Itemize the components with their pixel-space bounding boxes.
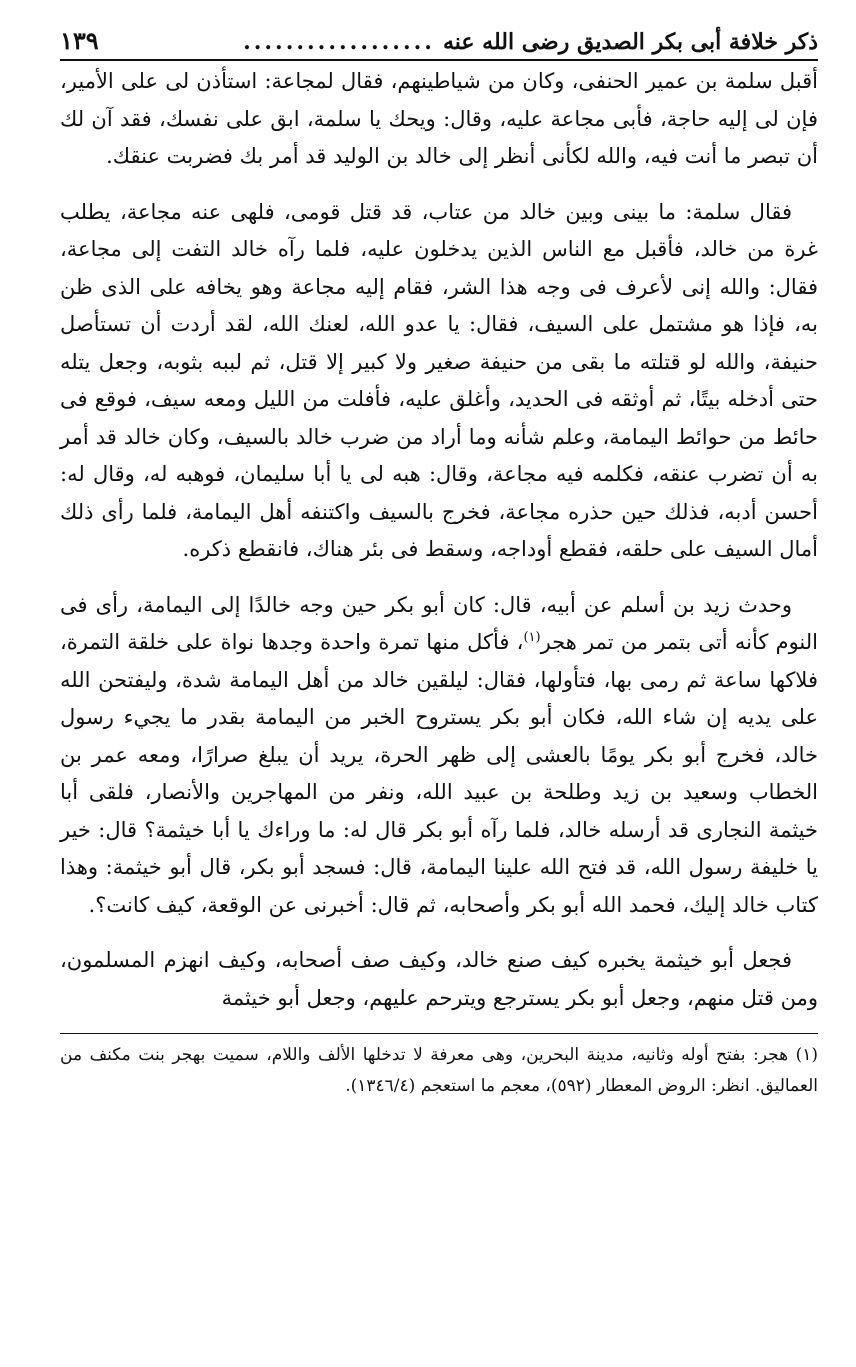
header-leader-dots: .................. xyxy=(243,29,435,55)
footnote-marker[interactable]: (١) xyxy=(523,630,541,645)
footnote-rule xyxy=(60,1033,818,1034)
paragraph-3-text-after-note: ، فأكل منها تمرة واحدة وجدها نواة على خلقة التمرة، فلاكها ساعة ثم رمى بها، فتأولها، فقال: ليلقين خالد من أهل اليمامة شدة، وليفتحن الله على يديه إن شاء الله، فكان أبو بكر يستروح الخبر من اليمامة بقدر ما يجيء رسول خالد، فخرج أبو بكر يومًا بالعشى إلى ظهر الحرة، يريد أن يبلغ صرارًا، ومعه عمر بن الخطاب وسعيد بن زيد وطلحة بن عبيد الله، ونفر من المهاجرين والأنصار، فلقى أبا خيثمة النجارى قد أرسله خالد، فلما رآه أبو بكر قال له: ما وراءك يا أبا خيثمة؟ قال: خير يا خليفة رسول الله، قد فتح الله علينا اليمامة، قال: فسجد أبو بكر، قال أبو خيثمة: وهذا كتاب خالد إليك، فحمد الله أبو بكر وأصحابه، ثم قال: أخبرنى عن الوقعة، كيف كانت؟. xyxy=(60,630,818,917)
paragraph-3 xyxy=(60,587,818,925)
running-header xyxy=(60,26,818,57)
header-title: ذكر خلافة أبى بكر الصديق رضى الله عنه xyxy=(442,29,818,55)
page-number: ١٣٩ xyxy=(60,26,99,55)
paragraph-4: فجعل أبو خيثمة يخبره كيف صنع خالد، وكيف صف أصحابه، وكيف انهزم المسلمون، ومن قتل منهم، وجعل أبو بكر يسترجع ويترحم عليهم، وجعل أبو خيثمة xyxy=(60,948,818,1010)
paragraph-1: أقبل سلمة بن عمير الحنفى، وكان من شياطينهم، فقال لمجاعة: استأذن لى على الأمير، فإن لى إليه حاجة، فأبى مجاعة عليه، وقال: ويحك يا سلمة، ابق على نفسك، فقد آن لك أن تبصر ما أنت فيه، والله لكأنى أنظر إلى خالد بن الوليد قد أمر بك فضربت عنقك. xyxy=(60,69,818,168)
paragraph-2: فقال سلمة: ما بينى وبين خالد من عتاب، قد قتل قومى، فلهى عنه مجاعة، يطلب غرة من خالد، فأقبل مع الناس الذين يدخلون عليه، فلما رآه خالد التفت إلى مجاعة، فقال: والله إنى لأعرف فى وجه هذا الشر، فقام إليه مجاعة وهو يخافه على الذى ظن به، فإذا هو مشتمل على السيف، فقال: يا عدو الله، لعنك الله، لقد أردت أن تستأصل حنيفة، والله لو قتلته ما بقى من حنيفة صغير ولا كبير إلا قتل، ثم لببه بثوبه، وجعل يتله حتى أدخله بيتًا، ثم أوثقه فى الحديد، وأغلق عليه، فأفلت من الليل ومعه سيف، فوقع فى حائط من حوائط اليمامة، وعلم شأنه وما أراد من ضرب خالد بالسيف، وكان خالد قد أمر به أن تضرب عنقه، فكلمه فيه مجاعة، وقال: هبه لى يا أبا سليمان، فوهبه له، وقال له: أحسن أدبه، فذلك حين حذره مجاعة، فخرج بالسيف واكتنفه أهل اليمامة، فلما رأى ذلك أمال السيف على حلقه، فقطع أوداجه، وسقط فى بئر هناك، فانقطع ذكره. xyxy=(60,199,818,561)
footnote: (١) هجر: بفتح أوله وثانيه، مدينة البحرين، وهى معرفة لا تدخلها الألف واللام، سميت بهجر بنت مكنف من العماليق. انظر: الروض المعطار (٥٩٢)، معجم ما استعجم (١٣٤٦/٤). xyxy=(60,1045,818,1096)
book-page xyxy=(60,26,818,1367)
header-rule xyxy=(60,59,818,61)
paragraph-3-text-before-note: وحدث زيد بن أسلم عن أبيه، قال: كان أبو بكر حين وجه خالدًا إلى اليمامة، رأى فى النوم كأنه أتى بتمر من تمر هجر xyxy=(60,592,818,654)
